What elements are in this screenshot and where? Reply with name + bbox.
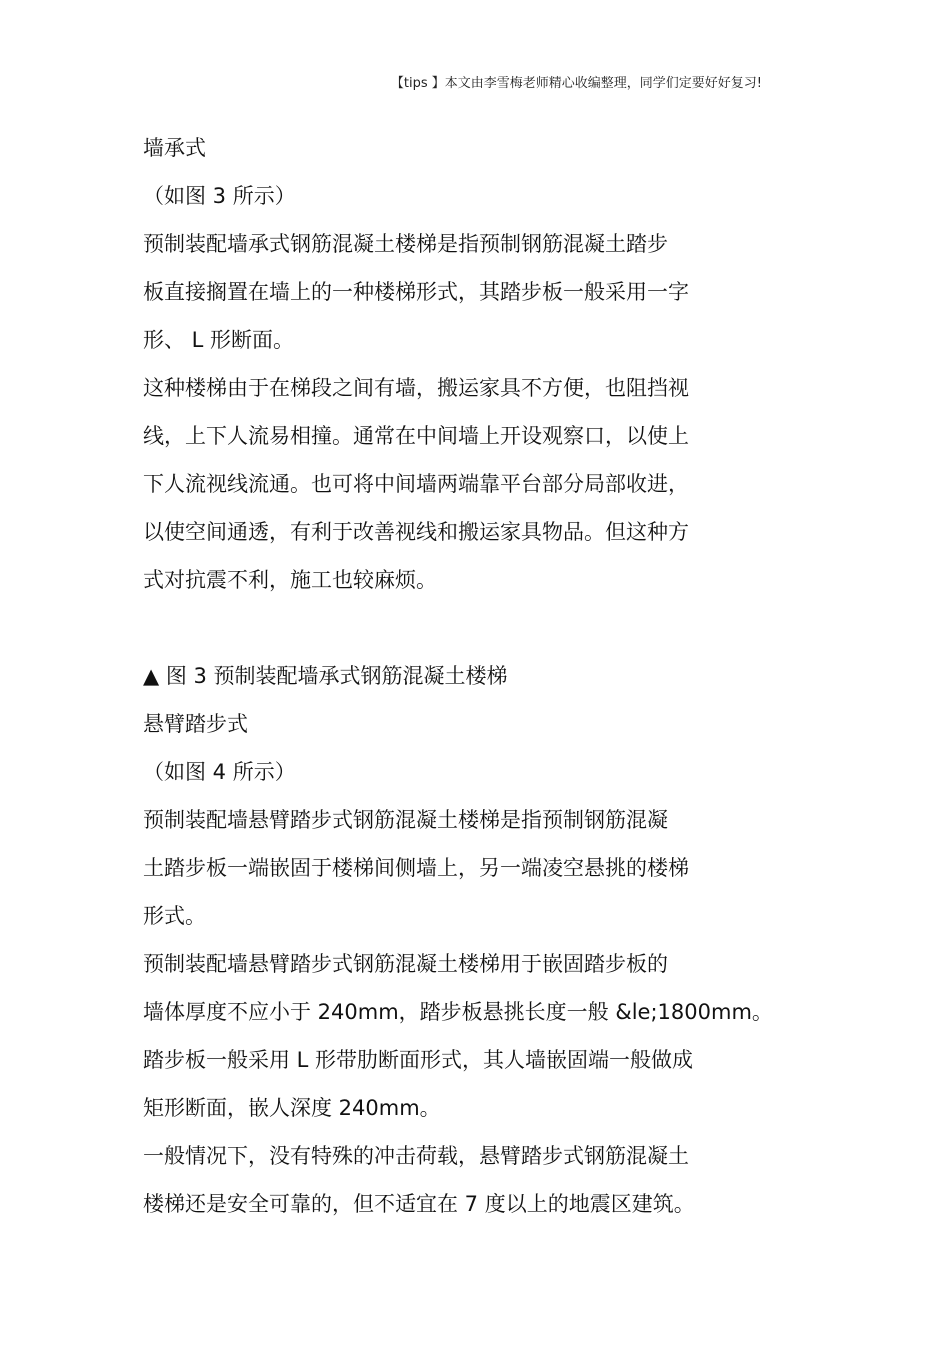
section-title: 墙承式 — [143, 136, 206, 160]
paragraph-line: 预制装配墙悬臂踏步式钢筋混凝土楼梯用于嵌固踏步板的 — [143, 952, 668, 976]
header-note: 【tips 】本文由李雪梅老师精心收编整理，同学们定要好好复习! — [390, 76, 762, 91]
document-body — [143, 124, 823, 1228]
paragraph-line: 墙体厚度不应小于 240mm，踏步板悬挑长度一般 &le;1800mm。 — [143, 1000, 773, 1024]
spacer — [143, 604, 823, 652]
figure-reference: （如图 3 所示） — [143, 184, 296, 208]
figure-caption: ▲ 图 3 预制装配墙承式钢筋混凝土楼梯 — [143, 664, 508, 688]
paragraph-line: 踏步板一般采用 L 形带肋断面形式，其人墙嵌固端一般做成 — [143, 1048, 694, 1072]
paragraph-line: 板直接搁置在墙上的一种楼梯形式，其踏步板一般采用一字 — [143, 280, 689, 304]
paragraph-line: 式对抗震不利，施工也较麻烦。 — [143, 568, 437, 592]
paragraph-line: 以使空间通透，有利于改善视线和搬运家具物品。但这种方 — [143, 520, 689, 544]
section-title: 悬臂踏步式 — [143, 712, 248, 736]
paragraph-line: 这种楼梯由于在梯段之间有墙，搬运家具不方便，也阻挡视 — [143, 376, 689, 400]
paragraph-line: 形式。 — [143, 904, 206, 928]
paragraph-line: 形、 L 形断面。 — [143, 328, 295, 352]
paragraph-line: 线，上下人流易相撞。通常在中间墙上开设观察口，以使上 — [143, 424, 689, 448]
paragraph-line: 下人流视线流通。也可将中间墙两端靠平台部分局部收进， — [143, 472, 689, 496]
paragraph-line: 矩形断面，嵌人深度 240mm。 — [143, 1096, 441, 1120]
paragraph-line: 土踏步板一端嵌固于楼梯间侧墙上，另一端凌空悬挑的楼梯 — [143, 856, 689, 880]
paragraph-line: 预制装配墙悬臂踏步式钢筋混凝土楼梯是指预制钢筋混凝 — [143, 808, 668, 832]
paragraph-line: 楼梯还是安全可靠的，但不适宜在 7 度以上的地震区建筑。 — [143, 1192, 695, 1216]
paragraph-line: 预制装配墙承式钢筋混凝土楼梯是指预制钢筋混凝土踏步 — [143, 232, 668, 256]
paragraph-line: 一般情况下，没有特殊的冲击荷载，悬臂踏步式钢筋混凝土 — [143, 1144, 689, 1168]
figure-reference: （如图 4 所示） — [143, 760, 296, 784]
